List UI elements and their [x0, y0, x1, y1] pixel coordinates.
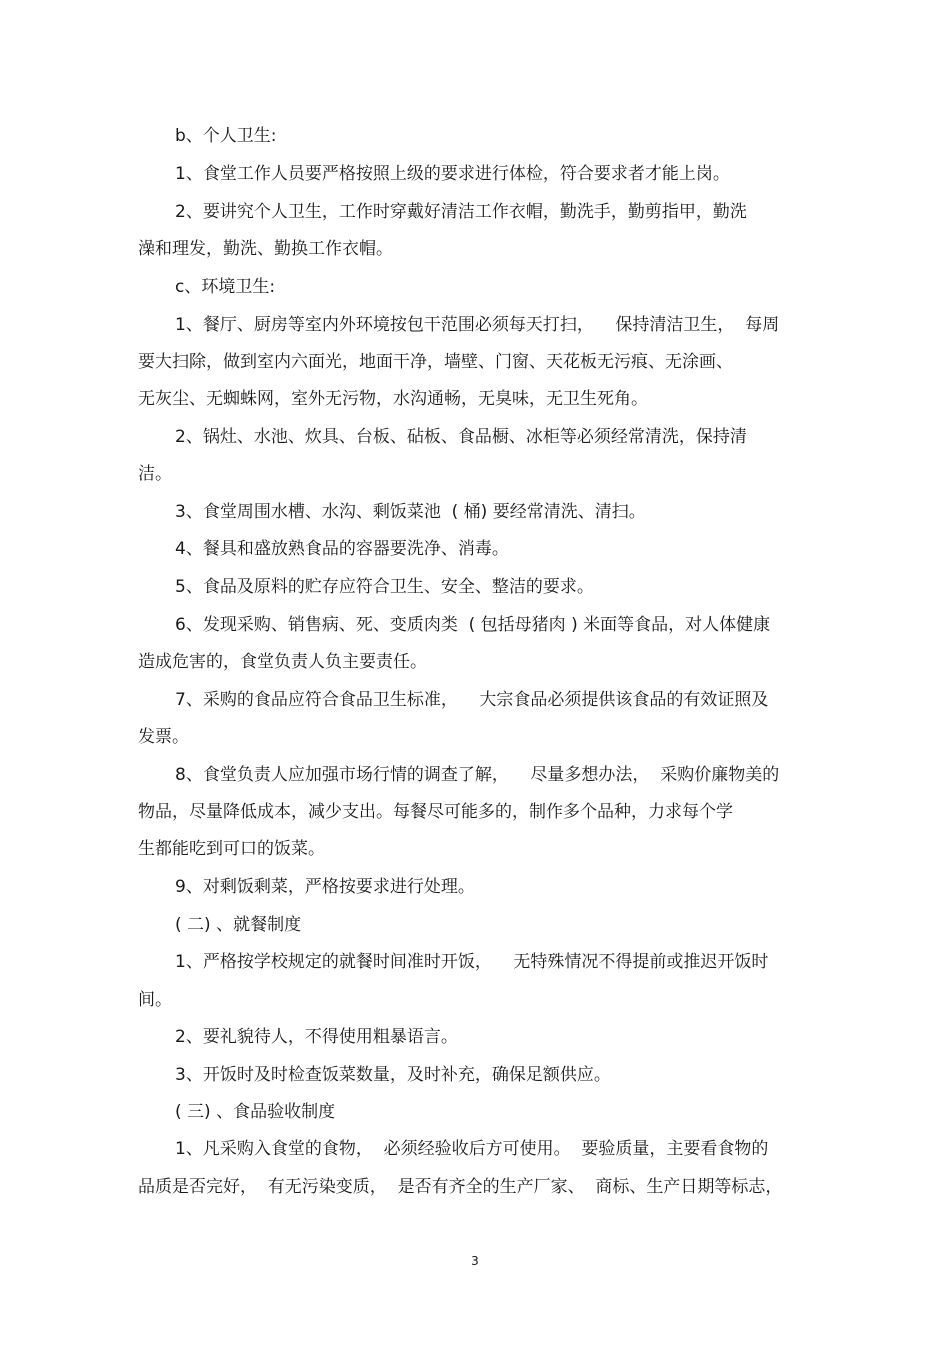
- paragraph-line: 9、对剩饭剩菜，严格按要求进行处理。: [175, 877, 475, 897]
- paragraph-line: 要大扫除，做到室内六面光，地面干净，墙壁、门窗、天花板无污痕、无涂画、: [138, 352, 733, 372]
- paragraph-line: 物品，尽量降低成本，减少支出。每餐尽可能多的，制作多个品种，力求每个学: [138, 802, 733, 822]
- paragraph-line: 间。: [138, 990, 172, 1010]
- section-heading: ( 三) 、食品验收制度: [175, 1102, 336, 1122]
- paragraph-line: 品质是否完好， 有无污染变质， 是否有齐全的生产厂家、 商标、生产日期等标志，: [138, 1177, 783, 1197]
- paragraph-line: 6、发现采购、销售病、死、变质肉类 ( 包括母猪肉 ) 米面等食品，对人体健康: [175, 615, 771, 635]
- paragraph-line: 3、食堂周围水槽、水沟、剩饭菜池 ( 桶) 要经常清洗、清扫。: [175, 502, 646, 522]
- paragraph-line: 7、采购的食品应符合食品卫生标准， 大宗食品必须提供该食品的有效证照及: [175, 690, 769, 710]
- paragraph-line: 1、餐厅、厨房等室内外环境按包干范围必须每天打扫， 保持清洁卫生， 每周: [175, 315, 780, 335]
- paragraph-line: 2、锅灶、水池、炊具、台板、砧板、食品橱、冰柜等必须经常清洗，保持清: [175, 427, 747, 447]
- paragraph-line: 5、食品及原料的贮存应符合卫生、安全、整洁的要求。: [175, 577, 594, 597]
- paragraph-line: 8、食堂负责人应加强市场行情的调查了解， 尽量多想办法， 采购价廉物美的: [175, 765, 780, 785]
- paragraph-line: 3、开饭时及时检查饭菜数量，及时补充，确保足额供应。: [175, 1065, 611, 1085]
- paragraph-line: 无灰尘、无蜘蛛网，室外无污物，水沟通畅，无臭味，无卫生死角。: [138, 389, 648, 409]
- section-heading: ( 二) 、就餐制度: [175, 915, 302, 935]
- paragraph-line: 洁。: [138, 464, 172, 484]
- paragraph-line: 造成危害的，食堂负责人负主要责任。: [138, 652, 427, 672]
- paragraph-line: 1、凡采购入食堂的食物， 必须经验收后方可使用。 要验质量，主要看食物的: [175, 1139, 769, 1159]
- paragraph-line: 生都能吃到可口的饭菜。: [138, 839, 325, 859]
- paragraph-line: 1、严格按学校规定的就餐时间准时开饭， 无特殊情况不得提前或推迟开饭时: [175, 952, 769, 972]
- paragraph-line: 澡和理发，勤洗、勤换工作衣帽。: [138, 239, 393, 259]
- paragraph-line: 4、餐具和盛放熟食品的容器要洗净、消毒。: [175, 539, 509, 559]
- section-heading: c、环境卫生:: [175, 277, 276, 297]
- section-heading: b、个人卫生:: [175, 126, 277, 146]
- paragraph-line: 发票。: [138, 727, 189, 747]
- paragraph-line: 2、要礼貌待人，不得使用粗暴语言。: [175, 1027, 458, 1047]
- page-number: 3: [471, 1254, 479, 1268]
- paragraph-line: 2、要讲究个人卫生，工作时穿戴好清洁工作衣帽，勤洗手，勤剪指甲，勤洗: [175, 202, 747, 222]
- paragraph-line: 1、食堂工作人员要严格按照上级的要求进行体检，符合要求者才能上岗。: [175, 164, 730, 184]
